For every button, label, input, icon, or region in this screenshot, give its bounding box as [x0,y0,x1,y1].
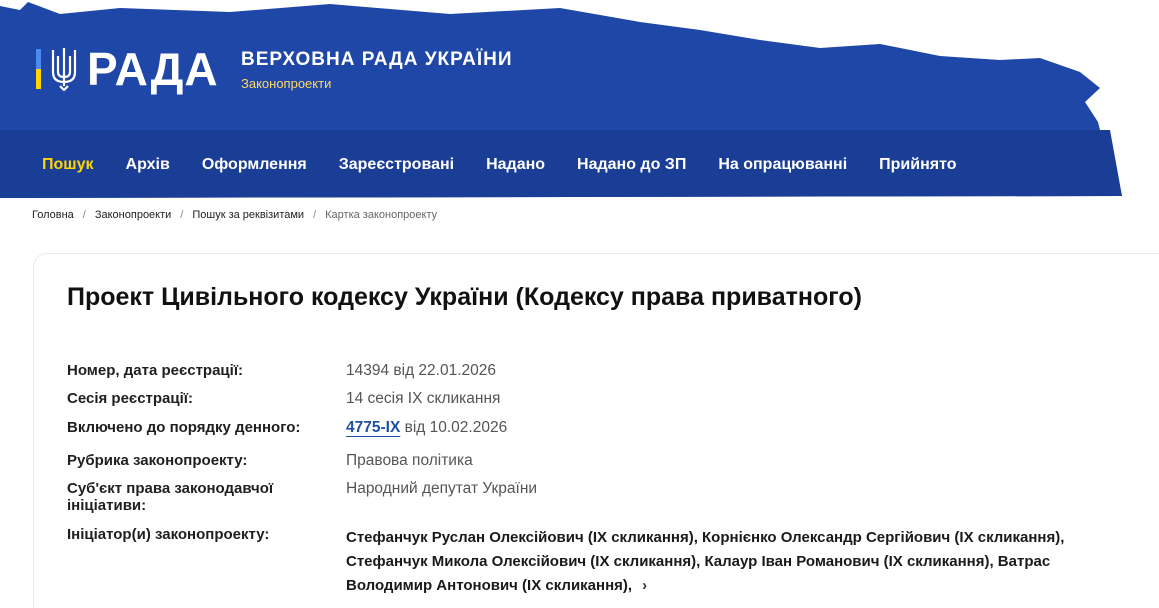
site-title-block [241,49,512,91]
nav-item-search[interactable]: Пошук [42,156,94,173]
main-nav [26,150,972,180]
field-label: Суб'єкт права законодавчої ініціативи: [67,480,274,514]
breadcrumb-separator: / [180,209,184,221]
field-label: Номер, дата реєстрації: [67,362,244,379]
breadcrumb-bills[interactable]: Законопроекти [94,209,172,221]
logo-word: РАДА [87,43,219,95]
page-title: Проект Цивільного кодексу України (Кодексу права приватного) [67,283,862,311]
nav-item-submitted[interactable]: Надано [486,156,546,173]
nav-item-drafting[interactable]: Оформлення [201,156,307,173]
expand-chevron-icon[interactable]: › [642,577,648,594]
field-value [346,526,1116,598]
field-rubric [67,452,473,470]
field-registration [67,362,496,380]
breadcrumb-home[interactable]: Головна [32,209,74,221]
field-label: Включено до порядку денного: [67,419,301,436]
rada-logo[interactable] [36,43,219,95]
nav-item-archive[interactable]: Архів [125,156,170,173]
initiators-list: Стефанчук Руслан Олексійович (IX скликання), Корнієнко Олександр Сергійович (IX скликання), Стефанчук Микола Олексійович (IX скликання), Калаур Іван Романович (IX скликання), Ватрас Володимир Антонович (IX скликання), [346,529,1065,594]
breadcrumb [32,209,437,221]
nav-item-registered[interactable]: Зареєстровані [338,156,455,173]
field-label: Рубрика законопроекту: [67,452,248,469]
breadcrumb-separator: / [82,209,86,221]
field-subject [67,480,537,514]
trident-icon [51,46,77,92]
breadcrumb-search[interactable]: Пошук за реквізитами [192,209,305,221]
site-subtitle: Законопроекти [241,76,332,91]
field-value: 14394 від 22.01.2026 [346,362,497,379]
field-agenda [67,419,507,437]
agenda-link[interactable]: 4775-IX [346,419,401,436]
breadcrumb-current: Картка законопроекту [325,209,438,221]
field-value: Народний депутат України [346,480,538,497]
field-value [346,419,507,437]
nav-item-adopted[interactable]: Прийнято [879,156,957,173]
breadcrumb-separator: / [313,209,317,221]
flag-stripe [36,49,41,89]
nav-item-submitted-zp[interactable]: Надано до ЗП [577,156,687,173]
field-value: Правова політика [346,452,473,469]
agenda-date: від 10.02.2026 [400,419,508,436]
field-label: Сесія реєстрації: [67,390,193,407]
field-value: 14 сесія IX скликання [346,390,501,407]
site-title: ВЕРХОВНА РАДА УКРАЇНИ [241,49,513,70]
field-label: Ініціатор(и) законопроекту: [67,526,270,543]
nav-item-processing[interactable]: На опрацюванні [718,156,848,173]
field-initiators [67,526,1116,598]
field-session [67,390,500,408]
